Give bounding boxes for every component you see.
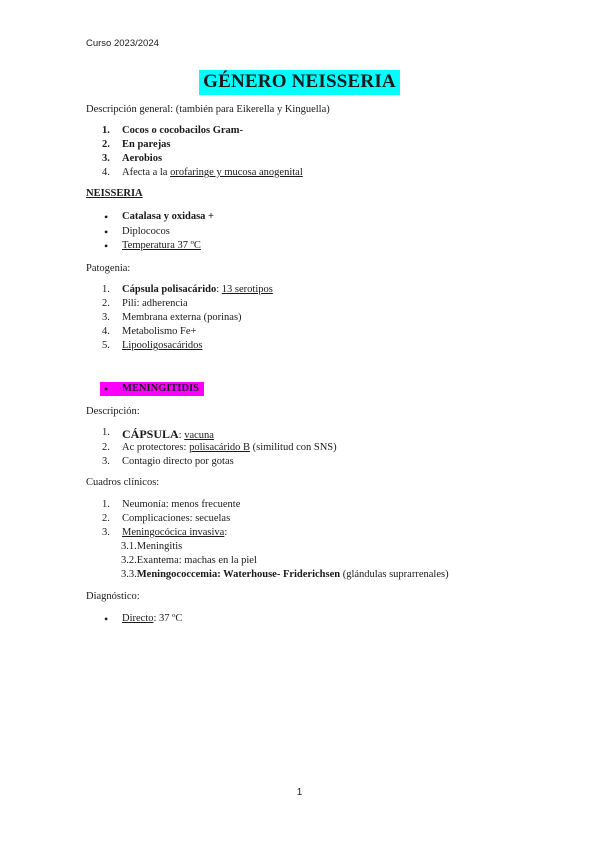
list-number: 5. bbox=[102, 340, 110, 351]
list-number: 2. bbox=[102, 513, 110, 524]
list-text: Pili: adherencia bbox=[122, 298, 188, 309]
list-text bbox=[122, 284, 273, 295]
section-heading-meningitidis: MENINGITIDIS bbox=[122, 383, 200, 394]
list-text-prefix: Afecta a la bbox=[122, 167, 171, 178]
list-number: 2. bbox=[102, 442, 110, 453]
list-text-separator: : bbox=[216, 284, 222, 295]
list-text: Neumonía: menos frecuente bbox=[122, 499, 241, 510]
sub-list-item bbox=[121, 569, 449, 580]
sub-list-number: 3.2. bbox=[121, 555, 137, 566]
list-number: 3. bbox=[102, 456, 110, 467]
list-number: 3. bbox=[102, 527, 110, 538]
document-title: GÉNERO NEISSERIA bbox=[199, 70, 400, 95]
list-text: Complicaciones: secuelas bbox=[122, 513, 231, 524]
list-text bbox=[122, 427, 214, 442]
list-text: Temperatura 37 ºC bbox=[122, 240, 201, 251]
list-text-underlined: 13 serotipos bbox=[221, 284, 273, 295]
list-text-separator: : bbox=[178, 430, 185, 441]
bullet-icon: • bbox=[104, 612, 109, 626]
sub-list-item bbox=[121, 555, 257, 566]
bullet-icon: • bbox=[104, 239, 109, 253]
list-text: Contagio directo por gotas bbox=[122, 456, 234, 467]
intro-paragraph: Descripción general: (también para Eikerella y Kinguella) bbox=[86, 104, 330, 115]
list-number: 4. bbox=[102, 326, 110, 337]
list-number: 2. bbox=[102, 298, 110, 309]
list-text-underlined: polisacárido B bbox=[189, 442, 251, 453]
list-number: 1. bbox=[102, 125, 110, 136]
list-text: Cocos o cocobacilos Gram- bbox=[122, 125, 244, 136]
cuadros-label: Cuadros clínicos: bbox=[86, 477, 160, 488]
list-text bbox=[122, 527, 227, 538]
list-number: 3. bbox=[102, 153, 110, 164]
sub-list-text-suffix: (glándulas suprarrenales) bbox=[340, 569, 449, 580]
list-text: Diplococos bbox=[122, 226, 170, 237]
sub-list-text-bold: Meningococcemia: Waterhouse- Friderichsen bbox=[136, 569, 341, 580]
list-text-suffix: (similitud con SNS) bbox=[250, 442, 337, 453]
sub-list-number: 3.3. bbox=[121, 569, 137, 580]
patogenia-label: Patogenia: bbox=[86, 263, 131, 274]
list-text: Metabolismo Fe+ bbox=[122, 326, 197, 337]
list-text-underlined: Directo bbox=[122, 613, 154, 624]
list-number: 3. bbox=[102, 312, 110, 323]
diagnostico-label: Diagnóstico: bbox=[86, 591, 140, 602]
list-text: Catalasa y oxidasa + bbox=[122, 211, 215, 222]
list-text-bold: CÁPSULA bbox=[122, 427, 179, 441]
list-text: Membrana externa (porinas) bbox=[122, 312, 242, 323]
list-number: 2. bbox=[102, 139, 110, 150]
list-text-bold: Cápsula polisacárido bbox=[122, 284, 217, 295]
title-container bbox=[0, 70, 599, 95]
page-header-course: Curso 2023/2024 bbox=[86, 38, 159, 49]
sub-list-text: Meningitis bbox=[136, 541, 183, 552]
sub-list-text: Exantema: machas en la piel bbox=[136, 555, 257, 566]
bullet-icon: • bbox=[104, 382, 109, 396]
list-text-underlined: Meningocócica invasiva bbox=[122, 527, 225, 538]
sub-list-number: 3.1. bbox=[121, 541, 137, 552]
page-number: 1 bbox=[296, 787, 303, 798]
list-text-suffix: : 37 ºC bbox=[153, 613, 183, 624]
bullet-icon: • bbox=[104, 225, 109, 239]
bullet-icon: • bbox=[104, 210, 109, 224]
descripcion-label: Descripción: bbox=[86, 406, 140, 417]
list-text: Aerobios bbox=[122, 153, 163, 164]
list-number: 1. bbox=[102, 427, 110, 438]
list-text-underlined: vacuna bbox=[184, 430, 214, 441]
list-text-suffix: : bbox=[224, 527, 228, 538]
list-text: En parejas bbox=[122, 139, 171, 150]
list-text: Lipooligosacáridos bbox=[122, 340, 203, 351]
list-text bbox=[122, 613, 182, 624]
list-text-prefix: Ac protectores: bbox=[122, 442, 190, 453]
section-heading-neisseria: NEISSERIA bbox=[86, 188, 143, 199]
list-number: 4. bbox=[102, 167, 110, 178]
sub-list-item bbox=[121, 541, 182, 552]
list-number: 1. bbox=[102, 499, 110, 510]
list-text-underlined: orofaringe y mucosa anogenital bbox=[170, 167, 303, 178]
list-number: 1. bbox=[102, 284, 110, 295]
list-text bbox=[122, 442, 337, 453]
list-text bbox=[122, 167, 303, 178]
